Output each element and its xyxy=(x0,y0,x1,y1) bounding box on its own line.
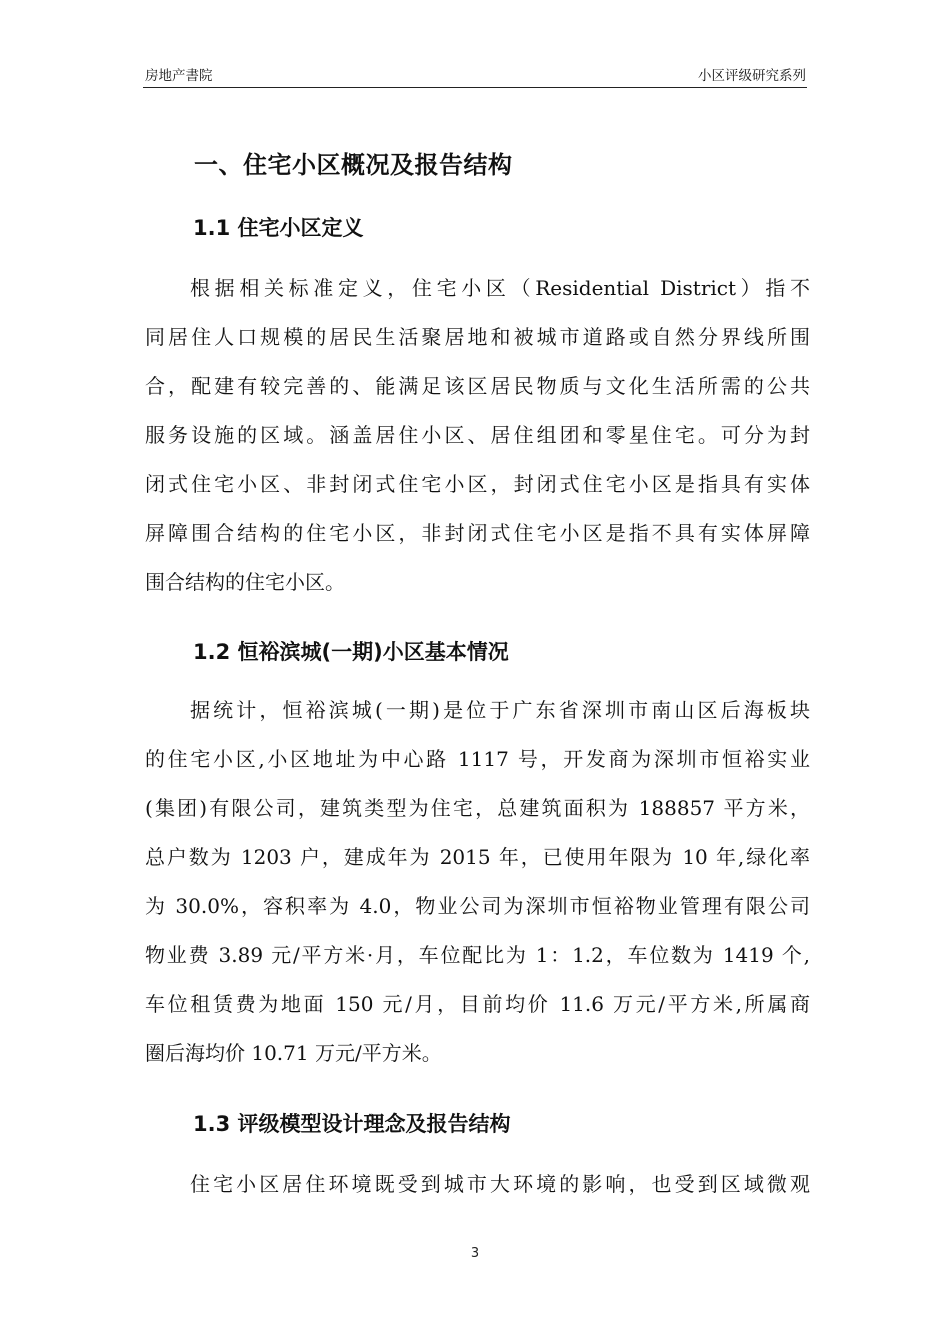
section-1-2-title: 1.2 恒裕滨城(一期)小区基本情况 xyxy=(193,640,509,664)
paragraph-line: 圈后海均价 10.71 万元/平方米。 xyxy=(145,1041,442,1065)
paragraph-line: 围合结构的住宅小区。 xyxy=(145,570,345,594)
header-right-text: 小区评级研究系列 xyxy=(698,68,806,84)
paragraph-line: 的住宅小区,小区地址为中心路 1117 号，开发商为深圳市恒裕实业 xyxy=(145,747,810,771)
paragraph-line: 住宅小区居住环境既受到城市大环境的影响，也受到区域微观 xyxy=(190,1172,810,1196)
chapter-title: 一、住宅小区概况及报告结构 xyxy=(194,151,513,179)
page-number: 3 xyxy=(470,1246,480,1261)
paragraph-line: 闭式住宅小区、非封闭式住宅小区，封闭式住宅小区是指具有实体 xyxy=(145,472,810,496)
paragraph-line: 服务设施的区域。涵盖居住小区、居住组团和零星住宅。可分为封 xyxy=(145,423,810,447)
paragraph-line: 同居住人口规模的居民生活聚居地和被城市道路或自然分界线所围 xyxy=(145,325,810,349)
paragraph-line: 为 30.0%，容积率为 4.0，物业公司为深圳市恒裕物业管理有限公司 xyxy=(145,894,810,918)
section-1-3-title: 1.3 评级模型设计理念及报告结构 xyxy=(193,1112,511,1136)
paragraph-line: 据统计，恒裕滨城(一期)是位于广东省深圳市南山区后海板块 xyxy=(190,698,810,722)
header-divider xyxy=(143,87,807,88)
section-1-1-body xyxy=(145,264,810,607)
paragraph-line: 车位租赁费为地面 150 元/月，目前均价 11.6 万元/平方米,所属商 xyxy=(145,992,810,1016)
header-left-text: 房地产書院 xyxy=(145,68,213,84)
paragraph-line: 物业费 3.89 元/平方米·月，车位配比为 1：1.2，车位数为 1419 个, xyxy=(145,943,810,967)
section-1-3-body xyxy=(145,1160,810,1209)
section-1-1-title: 1.1 住宅小区定义 xyxy=(193,216,364,240)
paragraph-line: 根据相关标准定义，住宅小区（Residential District）指不 xyxy=(190,276,810,300)
paragraph-line: 屏障围合结构的住宅小区，非封闭式住宅小区是指不具有实体屏障 xyxy=(145,521,810,545)
paragraph-line: 总户数为 1203 户，建成年为 2015 年，已使用年限为 10 年,绿化率 xyxy=(145,845,810,869)
paragraph-line: (集团)有限公司，建筑类型为住宅，总建筑面积为 188857 平方米， xyxy=(145,796,810,820)
paragraph-line: 合，配建有较完善的、能满足该区居民物质与文化生活所需的公共 xyxy=(145,374,810,398)
section-1-2-body xyxy=(145,686,810,1078)
